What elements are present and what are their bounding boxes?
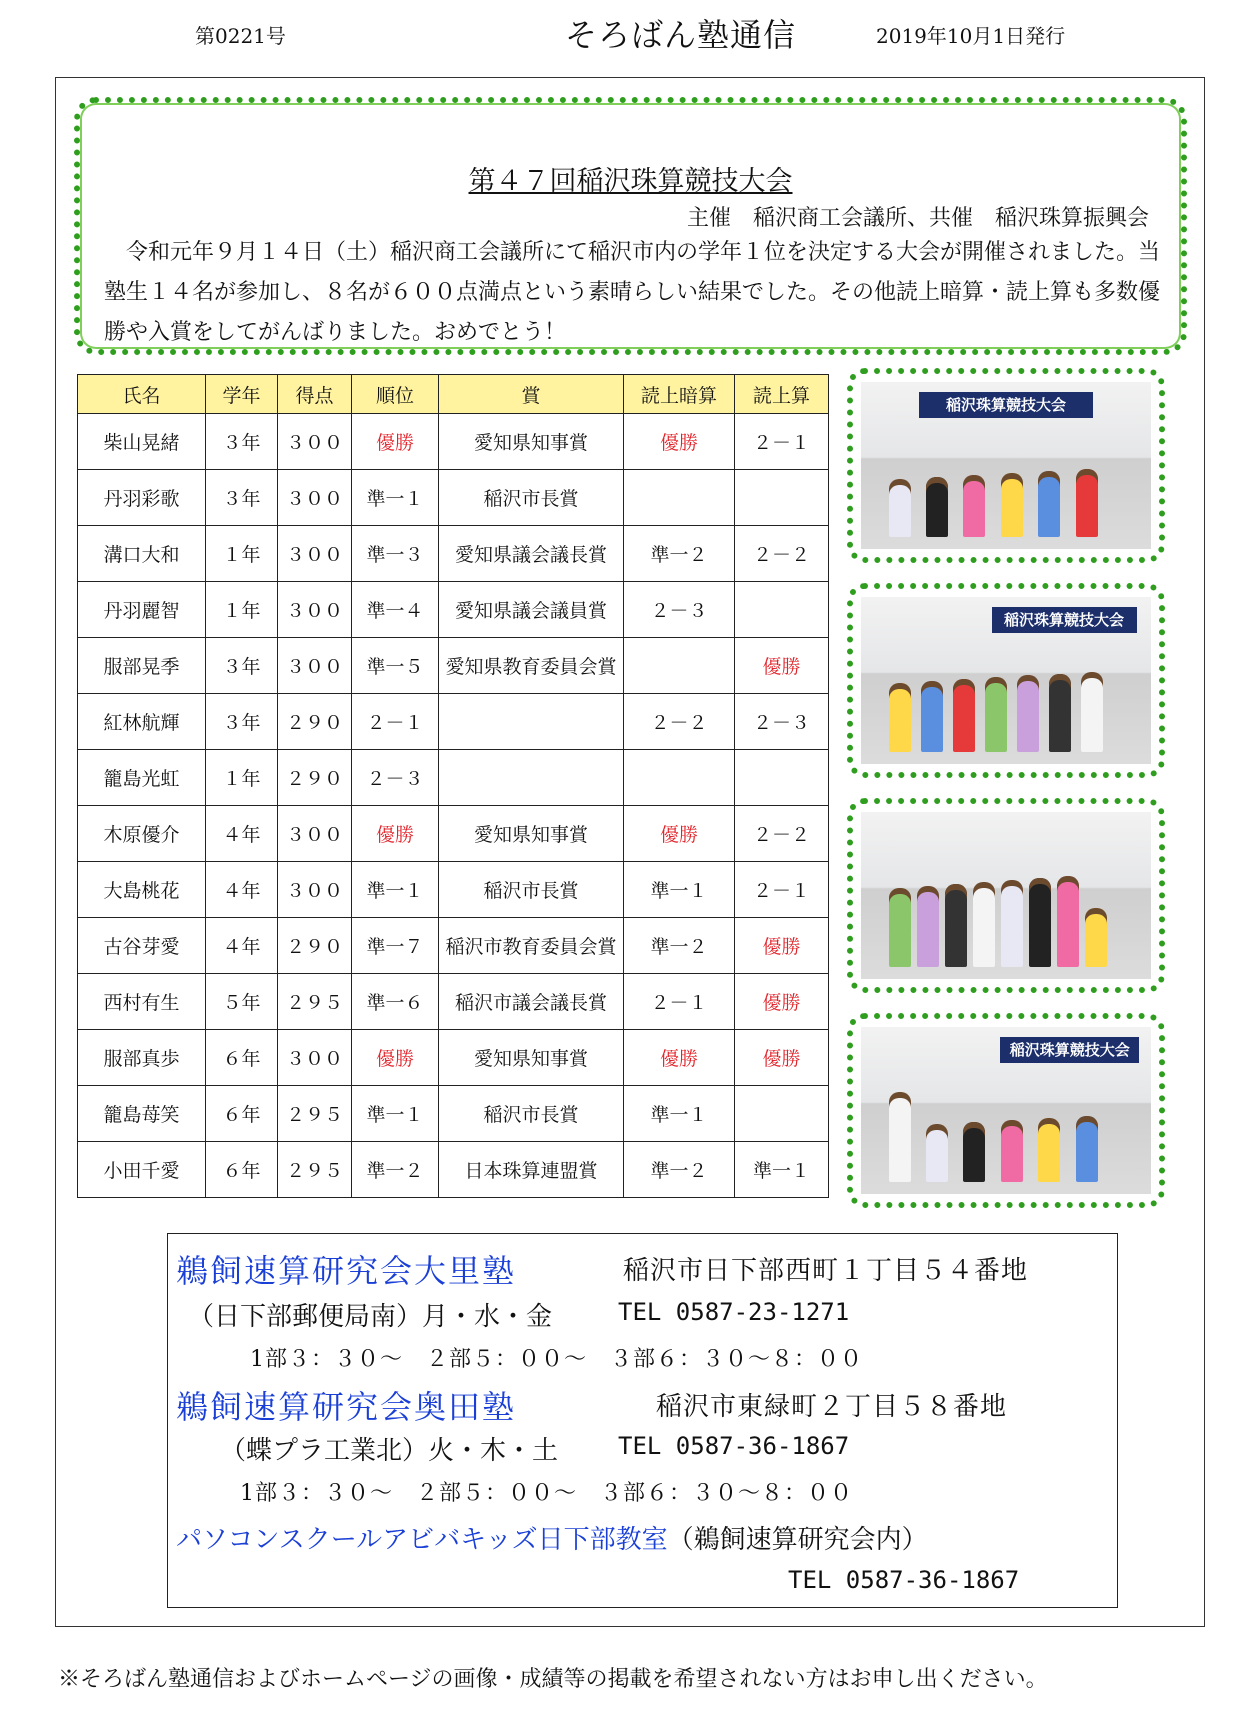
- cell-listening: [735, 582, 829, 638]
- cell-name: 籠島苺笑: [78, 1086, 206, 1142]
- photo-people: [878, 655, 1133, 752]
- cell-prize: 稲沢市長賞: [439, 1086, 624, 1142]
- person-figure: [1081, 672, 1103, 752]
- photo-group-2: [847, 583, 1165, 778]
- cell-grade: ３年: [206, 414, 278, 470]
- cell-mental-listening: [624, 638, 735, 694]
- person-figure: [1057, 876, 1079, 967]
- person-figure: [1017, 675, 1039, 752]
- table-header-row: [78, 375, 829, 414]
- cell-mental-listening: 優勝: [624, 414, 735, 470]
- cell-prize: 日本珠算連盟賞: [439, 1142, 624, 1198]
- table-row: [78, 918, 829, 974]
- header-rank: 順位: [352, 375, 439, 414]
- cell-score: ３００: [278, 1030, 352, 1086]
- person-figure: [1038, 471, 1060, 537]
- cell-prize: 稲沢市長賞: [439, 470, 624, 526]
- cell-score: ２９０: [278, 694, 352, 750]
- person-figure: [1001, 473, 1023, 537]
- intro-box: [74, 97, 1187, 355]
- person-figure: [1076, 469, 1098, 537]
- cell-grade: ３年: [206, 638, 278, 694]
- school2-days: （蝶プラ工業北）火・木・土: [220, 1436, 559, 1466]
- cell-prize: [439, 750, 624, 806]
- cell-grade: １年: [206, 526, 278, 582]
- results-body: [78, 414, 829, 1198]
- results-table: [77, 374, 829, 1198]
- table-row: [78, 862, 829, 918]
- header-prize: 賞: [439, 375, 624, 414]
- cell-prize: 愛知県議会議長賞: [439, 526, 624, 582]
- cell-score: ３００: [278, 414, 352, 470]
- cell-grade: ３年: [206, 694, 278, 750]
- person-figure: [889, 1092, 911, 1182]
- cell-rank: 準一１: [352, 862, 439, 918]
- cell-rank: 準一７: [352, 918, 439, 974]
- cell-score: ３００: [278, 806, 352, 862]
- cell-listening: [735, 470, 829, 526]
- cell-listening: ２－３: [735, 694, 829, 750]
- cell-grade: ４年: [206, 806, 278, 862]
- person-figure: [1076, 1116, 1098, 1182]
- cell-mental-listening: 優勝: [624, 806, 735, 862]
- table-row: [78, 1142, 829, 1198]
- photo-people: [878, 1085, 1133, 1182]
- cell-rank: 優勝: [352, 414, 439, 470]
- cell-score: ２９０: [278, 750, 352, 806]
- cell-rank: 準一１: [352, 470, 439, 526]
- cell-rank: ２－３: [352, 750, 439, 806]
- person-figure: [1001, 880, 1023, 967]
- table-row: [78, 1030, 829, 1086]
- cell-mental-listening: 優勝: [624, 1030, 735, 1086]
- header-score: 得点: [278, 375, 352, 414]
- cell-rank: 準一２: [352, 1142, 439, 1198]
- school2-address: 稲沢市東緑町２丁目５８番地: [656, 1392, 1008, 1422]
- photo-banner: 稲沢珠算競技大会: [992, 607, 1137, 633]
- cell-name: 服部真歩: [78, 1030, 206, 1086]
- header-mental-listening: 読上暗算: [624, 375, 735, 414]
- cell-mental-listening: 準一２: [624, 1142, 735, 1198]
- cell-grade: ５年: [206, 974, 278, 1030]
- cell-listening: 優勝: [735, 974, 829, 1030]
- cell-mental-listening: 準一１: [624, 1086, 735, 1142]
- cell-grade: ６年: [206, 1086, 278, 1142]
- cell-name: 溝口大和: [78, 526, 206, 582]
- person-figure: [889, 479, 911, 537]
- cell-grade: １年: [206, 582, 278, 638]
- person-figure: [1001, 1120, 1023, 1182]
- contest-title: 第４７回稲沢珠算競技大会: [468, 166, 793, 197]
- cell-score: ２９５: [278, 1086, 352, 1142]
- person-figure: [889, 683, 911, 752]
- school1-days: （日下部郵便局南）月・水・金: [188, 1302, 553, 1332]
- cell-prize: [439, 694, 624, 750]
- cell-name: 木原優介: [78, 806, 206, 862]
- cell-listening: 準一１: [735, 1142, 829, 1198]
- person-figure: [917, 886, 939, 967]
- table-row: [78, 1086, 829, 1142]
- photo-image: [861, 382, 1151, 549]
- table-row: [78, 974, 829, 1030]
- cell-score: ３００: [278, 582, 352, 638]
- school2-tel: TEL 0587-36-1867: [618, 1432, 850, 1460]
- school2-hours: 1部３：３０～ ２部５：００～ ３部６：３０～８：００: [240, 1481, 853, 1506]
- person-figure: [889, 888, 911, 967]
- person-figure: [973, 882, 995, 967]
- cell-prize: 稲沢市議会議長賞: [439, 974, 624, 1030]
- photo-people: [878, 870, 1133, 967]
- school1-name: 鵜飼速算研究会大里塾: [176, 1252, 517, 1290]
- header-listening: 読上算: [735, 375, 829, 414]
- cell-prize: 愛知県知事賞: [439, 414, 624, 470]
- organizer-line: 主催 稲沢商工会議所、共催 稲沢珠算振興会: [686, 206, 1149, 231]
- person-figure: [926, 477, 948, 537]
- cell-listening: ２－２: [735, 806, 829, 862]
- cell-score: ３００: [278, 470, 352, 526]
- school2-name: 鵜飼速算研究会奥田塾: [176, 1388, 517, 1426]
- cell-prize: 愛知県知事賞: [439, 806, 624, 862]
- person-figure: [945, 884, 967, 967]
- person-figure: [963, 1122, 985, 1182]
- cell-mental-listening: ２－１: [624, 974, 735, 1030]
- cell-listening: ２－２: [735, 526, 829, 582]
- pc-school-name: パソコンスクールアビバキッズ日下部教室: [176, 1525, 668, 1555]
- photo-people: [878, 440, 1133, 537]
- table-row: [78, 750, 829, 806]
- newsletter-header: [0, 0, 1239, 70]
- cell-name: 大島桃花: [78, 862, 206, 918]
- cell-rank: ２－１: [352, 694, 439, 750]
- table-row: [78, 526, 829, 582]
- person-figure: [1029, 878, 1051, 967]
- person-figure: [1049, 674, 1071, 752]
- cell-prize: 愛知県教育委員会賞: [439, 638, 624, 694]
- header-grade: 学年: [206, 375, 278, 414]
- cell-mental-listening: 準一１: [624, 862, 735, 918]
- cell-name: 籠島光虹: [78, 750, 206, 806]
- cell-listening: ２－１: [735, 414, 829, 470]
- intro-text: 令和元年９月１４日（土）稲沢商工会議所にて稲沢市内の学年１位を決定する大会が開催されました。当塾生１４名が参加し、８名が６００点満点という素晴らしい結果でした。その他読上暗算・読上算も多数優勝や入賞をしてがんばりました。おめでとう！: [104, 240, 1161, 345]
- cell-mental-listening: 準一２: [624, 526, 735, 582]
- cell-listening: [735, 750, 829, 806]
- cell-score: ３００: [278, 526, 352, 582]
- photo-banner: 稲沢珠算競技大会: [919, 392, 1093, 418]
- cell-prize: 稲沢市教育委員会賞: [439, 918, 624, 974]
- person-figure: [953, 679, 975, 752]
- person-figure: [1085, 908, 1107, 967]
- issue-number: 第0221号: [195, 24, 286, 48]
- table-row: [78, 414, 829, 470]
- table-row: [78, 806, 829, 862]
- school1-address: 稲沢市日下部西町１丁目５４番地: [623, 1256, 1029, 1286]
- person-figure: [921, 681, 943, 752]
- cell-listening: 優勝: [735, 638, 829, 694]
- cell-mental-listening: ２－２: [624, 694, 735, 750]
- cell-listening: ２－１: [735, 862, 829, 918]
- cell-grade: ６年: [206, 1030, 278, 1086]
- cell-grade: ４年: [206, 862, 278, 918]
- issue-date: 2019年10月1日発行: [876, 24, 1066, 48]
- cell-mental-listening: [624, 750, 735, 806]
- cell-name: 服部晃季: [78, 638, 206, 694]
- cell-listening: 優勝: [735, 918, 829, 974]
- photo-group-4: [847, 1013, 1165, 1208]
- person-figure: [963, 475, 985, 537]
- table-row: [78, 638, 829, 694]
- school1-hours: 1部３：３０～ ２部５：００～ ３部６：３０～８：００: [250, 1347, 863, 1372]
- cell-name: 柴山晃緒: [78, 414, 206, 470]
- pc-school-note: （鵜飼速算研究会内）: [667, 1525, 928, 1555]
- cell-mental-listening: [624, 470, 735, 526]
- person-figure: [1038, 1118, 1060, 1182]
- cell-name: 古谷芽愛: [78, 918, 206, 974]
- school1-tel: TEL 0587-23-1271: [618, 1298, 850, 1326]
- cell-rank: 準一１: [352, 1086, 439, 1142]
- cell-rank: 準一４: [352, 582, 439, 638]
- cell-mental-listening: ２－３: [624, 582, 735, 638]
- cell-name: 丹羽彩歌: [78, 470, 206, 526]
- table-row: [78, 582, 829, 638]
- photo-group-3: [847, 798, 1165, 993]
- cell-mental-listening: 準一２: [624, 918, 735, 974]
- cell-prize: 愛知県知事賞: [439, 1030, 624, 1086]
- cell-grade: ６年: [206, 1142, 278, 1198]
- cell-score: ２９５: [278, 974, 352, 1030]
- photo-image: [861, 597, 1151, 764]
- cell-name: 小田千愛: [78, 1142, 206, 1198]
- cell-grade: ３年: [206, 470, 278, 526]
- cell-listening: [735, 1086, 829, 1142]
- table-row: [78, 694, 829, 750]
- photo-banner: 稲沢珠算競技大会: [1000, 1037, 1139, 1063]
- cell-rank: 準一６: [352, 974, 439, 1030]
- cell-name: 西村有生: [78, 974, 206, 1030]
- person-figure: [985, 677, 1007, 752]
- cell-rank: 準一５: [352, 638, 439, 694]
- cell-score: ３００: [278, 862, 352, 918]
- footnote: ※そろばん塾通信およびホームページの画像・成績等の掲載を希望されない方はお申し出ください。: [58, 1667, 1048, 1692]
- school-info-box: [167, 1233, 1118, 1608]
- photo-image: [861, 1027, 1151, 1194]
- cell-rank: 優勝: [352, 806, 439, 862]
- person-figure: [926, 1124, 948, 1182]
- cell-rank: 準一３: [352, 526, 439, 582]
- cell-score: ２９０: [278, 918, 352, 974]
- cell-prize: 稲沢市長賞: [439, 862, 624, 918]
- cell-name: 紅林航輝: [78, 694, 206, 750]
- pc-school-line: [176, 1519, 928, 1556]
- cell-listening: 優勝: [735, 1030, 829, 1086]
- cell-score: ２９５: [278, 1142, 352, 1198]
- photo-group-1: [847, 368, 1165, 563]
- pc-school-tel: TEL 0587-36-1867: [788, 1566, 1020, 1594]
- cell-rank: 優勝: [352, 1030, 439, 1086]
- photo-image: [861, 812, 1151, 979]
- cell-grade: ４年: [206, 918, 278, 974]
- cell-prize: 愛知県議会議員賞: [439, 582, 624, 638]
- newsletter-title: そろばん塾通信: [565, 16, 797, 54]
- header-name: 氏名: [78, 375, 206, 414]
- cell-score: ３００: [278, 638, 352, 694]
- table-row: [78, 470, 829, 526]
- cell-name: 丹羽麗智: [78, 582, 206, 638]
- cell-grade: １年: [206, 750, 278, 806]
